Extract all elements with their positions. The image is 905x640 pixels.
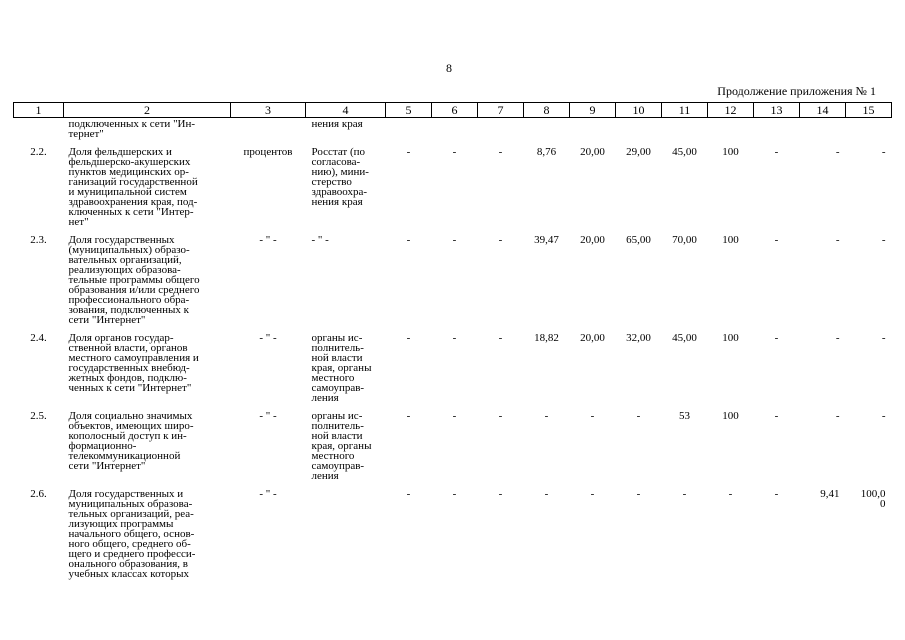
value-v11: 45,00	[672, 332, 697, 344]
header-cell: 13	[754, 103, 800, 118]
value-v15: 100,0 0	[860, 488, 886, 510]
data-source: органы ис- полнитель- ной власти края, органы местного самоуправ- ления	[311, 410, 372, 482]
row-number: 2.2.	[30, 146, 47, 158]
value-v7: -	[498, 332, 503, 344]
value-v10: -	[636, 488, 641, 500]
value-v9: 20,00	[580, 332, 605, 344]
header-cell: 14	[800, 103, 846, 118]
value-v12: 100	[722, 410, 739, 422]
row-number: 2.3.	[30, 234, 47, 246]
value-v11: 45,00	[672, 146, 697, 158]
row-number: 2.4.	[30, 332, 47, 344]
value-v13: -	[774, 234, 779, 246]
header-cell: 10	[616, 103, 662, 118]
value-v11: 70,00	[672, 234, 697, 246]
page-number: 8	[446, 61, 452, 75]
header-cell: 1	[14, 103, 64, 118]
value-v5: -	[406, 488, 411, 500]
data-source: Росстат (по согласова- нию), мини- стерство здравоохра- нения края	[311, 146, 369, 208]
indicator-name: Доля государственных и муниципальных образова- тельных организаций, реа- лизующих программы начального общего, основ- ного общего, среднего об- щего и среднего професси- онального образования, в учебных классах которых	[68, 488, 196, 580]
value-v5: -	[406, 332, 411, 344]
value-v9: 20,00	[580, 146, 605, 158]
table-row	[14, 325, 892, 403]
header-cell: 2	[64, 103, 231, 118]
value-v8: -	[544, 410, 549, 422]
value-v9: 20,00	[580, 234, 605, 246]
value-v6: -	[452, 410, 457, 422]
table-row-continued	[14, 118, 892, 140]
value-v5: -	[406, 410, 411, 422]
value-v8: 18,82	[534, 332, 559, 344]
value-v14: -	[835, 410, 840, 422]
unit-of-measure: - " -	[259, 410, 277, 422]
value-v6: -	[452, 332, 457, 344]
value-v15: -	[881, 146, 886, 158]
unit-of-measure: - " -	[259, 332, 277, 344]
data-source	[306, 481, 386, 579]
continuation-label: Продолжение приложения № 1	[717, 84, 876, 98]
header-cell: 5	[386, 103, 432, 118]
row-number: 2.6.	[30, 488, 47, 500]
indicator-name: подключенных к сети "Ин- тернет"	[68, 118, 196, 140]
header-cell: 3	[231, 103, 306, 118]
value-v12: 100	[722, 332, 739, 344]
value-v13: -	[774, 488, 779, 500]
header-cell: 12	[708, 103, 754, 118]
value-v10: 65,00	[626, 234, 651, 246]
header-cell: 11	[662, 103, 708, 118]
value-v5: -	[406, 234, 411, 246]
value-v15: -	[881, 234, 886, 246]
unit-of-measure: - " -	[259, 488, 277, 500]
header-cell: 7	[478, 103, 524, 118]
value-v14: -	[835, 234, 840, 246]
unit-of-measure: процентов	[243, 146, 293, 158]
value-v7: -	[498, 488, 503, 500]
row-number: 2.5.	[30, 410, 47, 422]
value-v13: -	[774, 332, 779, 344]
value-v10: -	[636, 410, 641, 422]
value-v14: -	[835, 332, 840, 344]
value-v14: -	[835, 146, 840, 158]
value-v7: -	[498, 234, 503, 246]
value-v9: -	[590, 410, 595, 422]
data-source: органы ис- полнитель- ной власти края, органы местного самоуправ- ления	[311, 332, 372, 404]
value-v7: -	[498, 146, 503, 158]
value-v8: -	[544, 488, 549, 500]
value-v8: 39,47	[534, 234, 559, 246]
value-v15: -	[881, 332, 886, 344]
table-row	[14, 227, 892, 325]
unit-of-measure: - " -	[259, 234, 277, 246]
data-source: - " -	[311, 234, 329, 246]
value-v10: 29,00	[626, 146, 651, 158]
header-cell: 4	[306, 103, 386, 118]
indicator-name: Доля социально значимых объектов, имеющих широ- кополосный доступ к ин- формационно- телекоммуникационной сети "Интернет"	[68, 410, 194, 472]
table-row	[14, 139, 892, 227]
indicator-name: Доля органов государ- ственной власти, органов местного самоуправления и государственных внебюд- жетных фондов, подклю- ченных к сети "Интернет"	[68, 332, 199, 394]
value-v6: -	[452, 234, 457, 246]
value-v7: -	[498, 410, 503, 422]
value-v14: 9,41	[820, 488, 840, 500]
value-v13: -	[774, 410, 779, 422]
value-v6: -	[452, 146, 457, 158]
data-source: нения края	[311, 118, 363, 130]
header-row	[14, 103, 892, 118]
indicator-name: Доля фельдшерских и фельдшерско-акушерских пунктов медицинских ор- ганизаций государственной и муниципальной систем здравоохранения края, под- ключенных к сети "Интер- нет"	[68, 146, 198, 228]
value-v15: -	[881, 410, 886, 422]
value-v5: -	[406, 146, 411, 158]
value-v11: -	[682, 488, 687, 500]
indicators-table	[13, 102, 892, 579]
value-v8: 8,76	[536, 146, 557, 158]
value-v11: 53	[679, 410, 690, 422]
value-v9: -	[590, 488, 595, 500]
value-v13: -	[774, 146, 779, 158]
table-row	[14, 481, 892, 579]
table-row	[14, 403, 892, 481]
header-cell: 8	[524, 103, 570, 118]
value-v10: 32,00	[626, 332, 651, 344]
header-cell: 6	[432, 103, 478, 118]
header-cell: 15	[846, 103, 892, 118]
value-v12: 100	[722, 146, 739, 158]
header-cell: 9	[570, 103, 616, 118]
value-v12: 100	[722, 234, 739, 246]
value-v12: -	[728, 488, 733, 500]
value-v6: -	[452, 488, 457, 500]
indicator-name: Доля государственных (муниципальных) образо- вательных организаций, реализующих образова- тельные программы общего образования и/или среднего профессионального обра- зования, подключенных к сети "Интернет"	[68, 234, 200, 326]
